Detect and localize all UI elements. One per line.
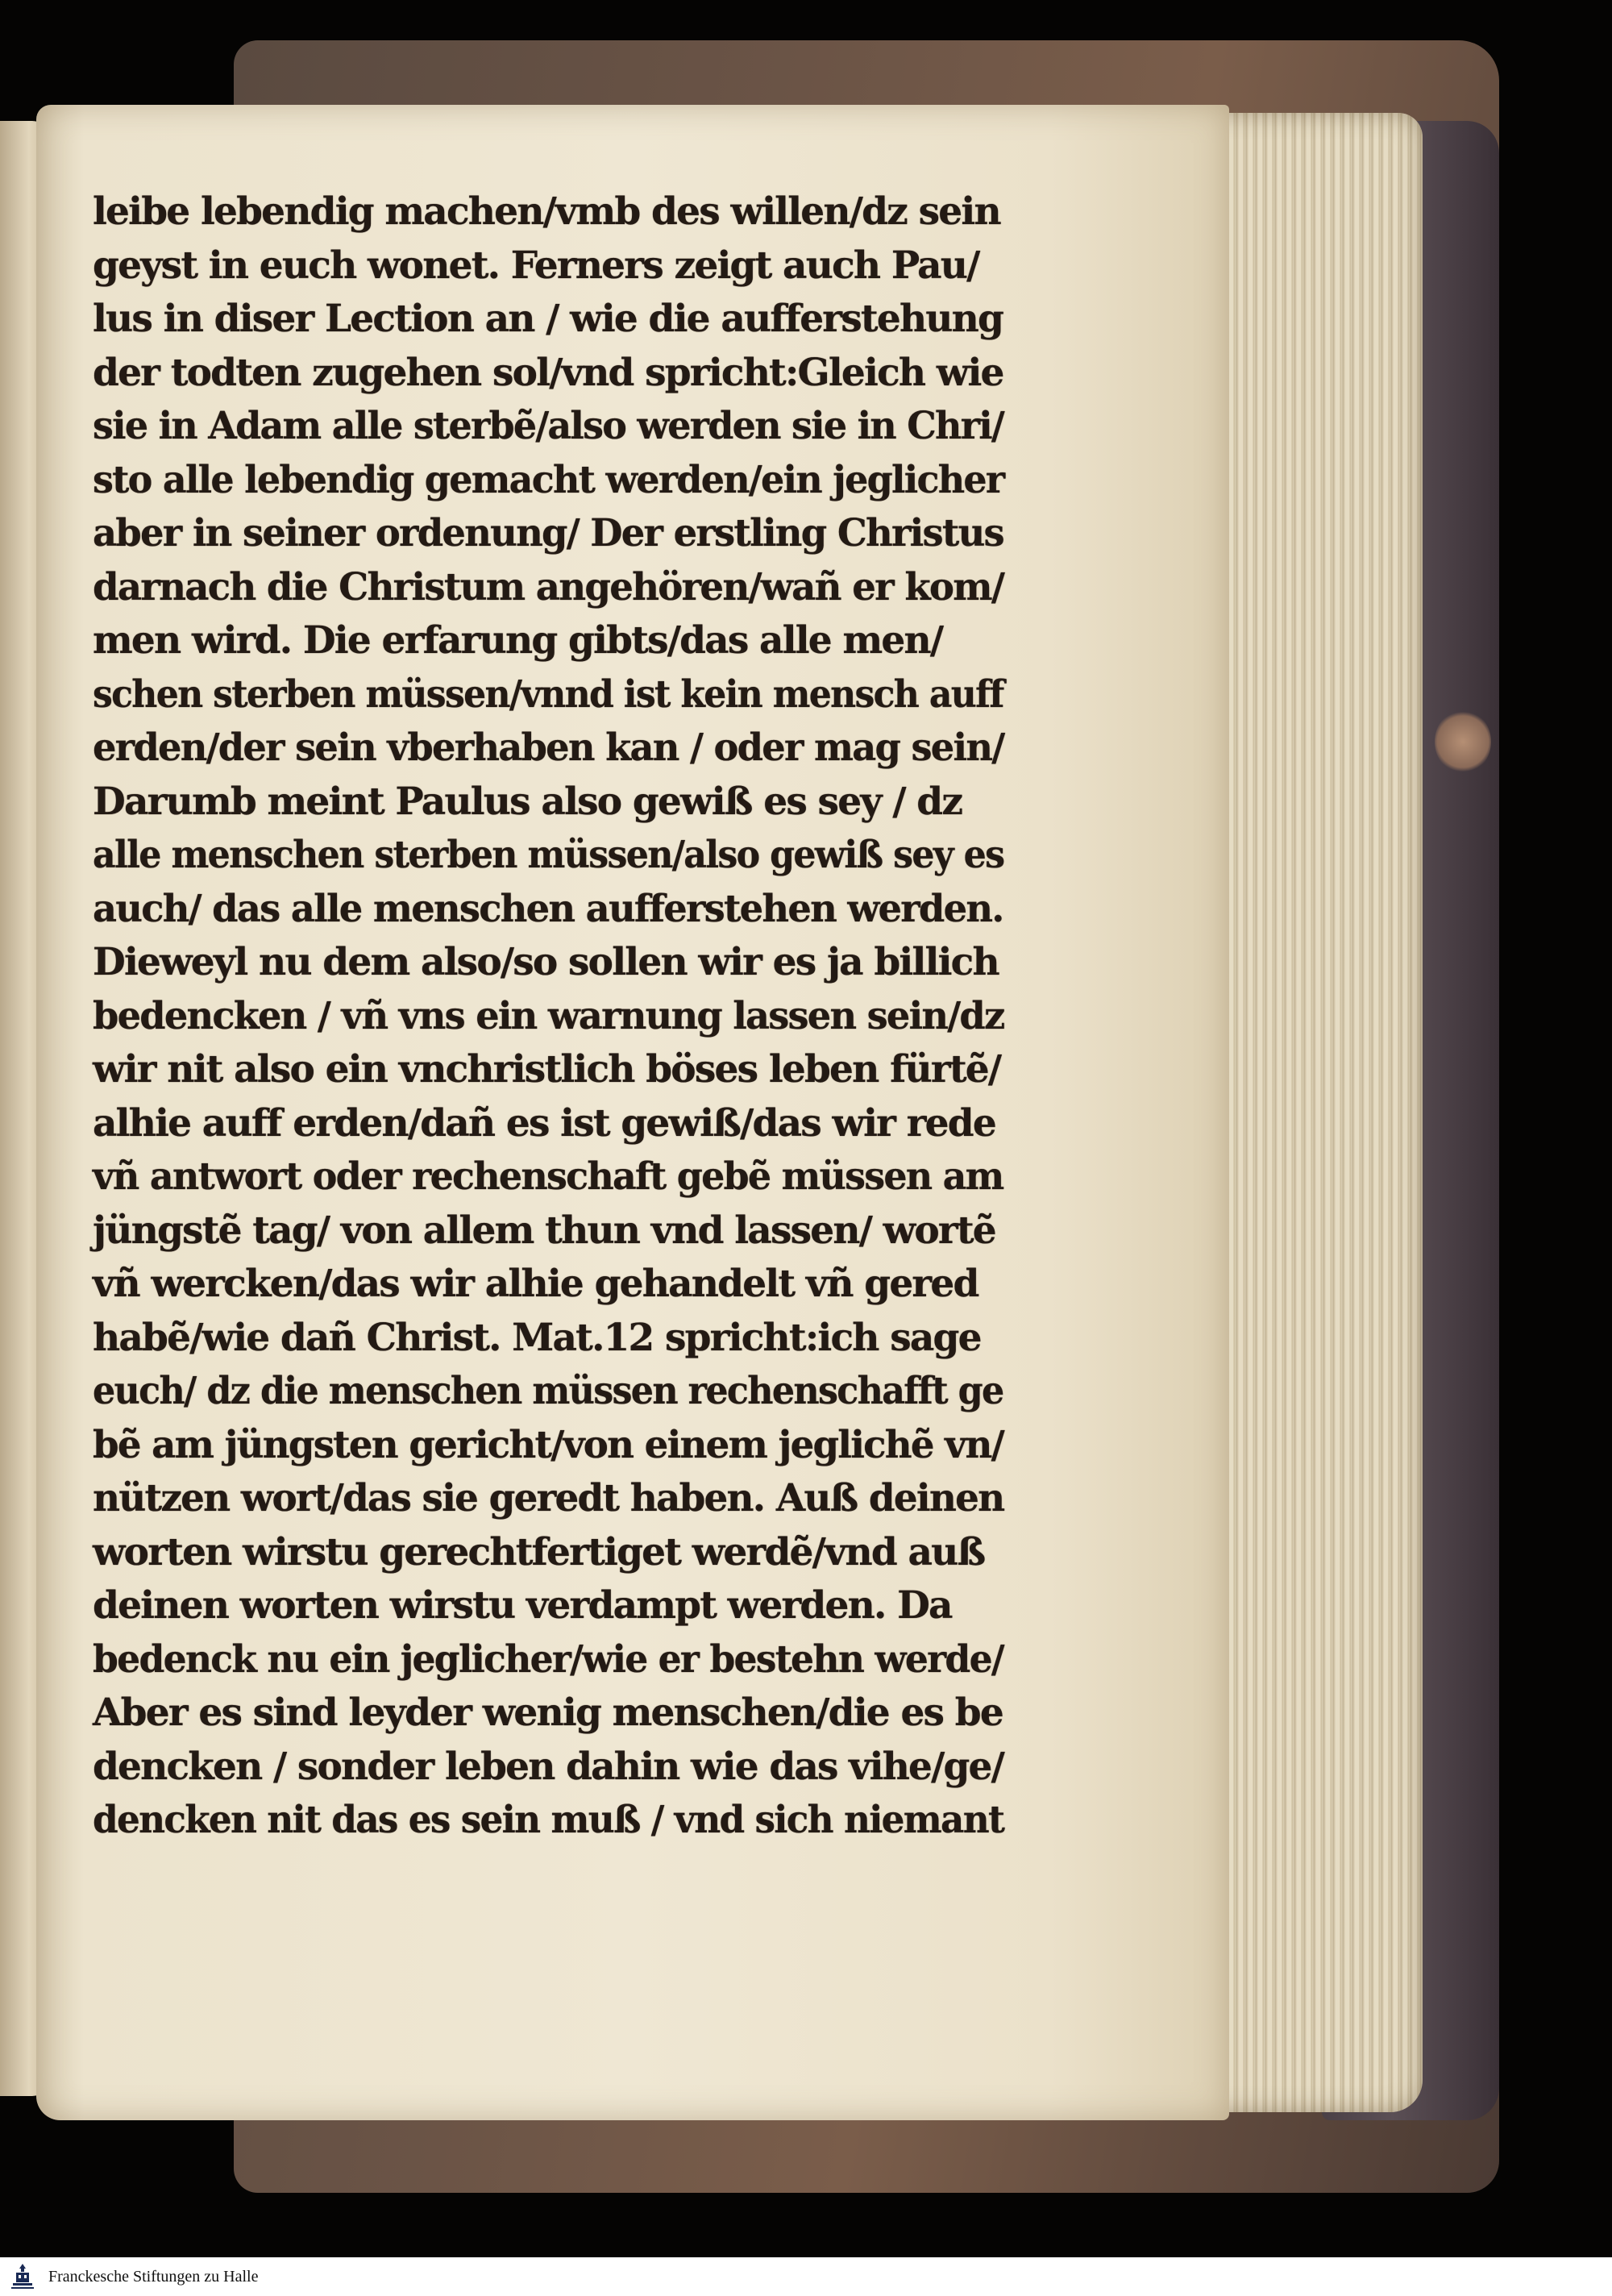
text-line: leibe lebendig machen/vmb des willen/dz sein bbox=[93, 189, 1000, 234]
text-line: habẽ/wie dañ Christ. Mat.12 spricht:ich sage bbox=[93, 1315, 981, 1360]
text-line: euch/ dz die menschen müssen rechenschafft ge bbox=[93, 1369, 1003, 1413]
text-line: geyst in euch wonet. Ferners zeigt auch Pau/ bbox=[93, 243, 979, 288]
text-line: vñ antwort oder rechenschaft gebẽ müssen am bbox=[93, 1154, 1003, 1199]
franckesche-stiftungen-logo-icon bbox=[6, 2261, 39, 2293]
text-line: deinen worten wirstu verdampt werden. Da bbox=[93, 1583, 952, 1628]
text-line: nützen wort/das sie geredt haben. Auß deinen bbox=[93, 1476, 1004, 1520]
text-line: jüngstẽ tag/ von allem thun vnd lassen/ wortẽ bbox=[93, 1208, 995, 1253]
text-line: auch/ das alle menschen aufferstehen werden. bbox=[93, 886, 1003, 931]
page-text-block bbox=[93, 185, 1003, 1886]
text-line: worten wirstu gerechtfertiget werdẽ/vnd auß bbox=[93, 1529, 985, 1574]
text-line: dencken nit das es sein muß / vnd sich niemant bbox=[93, 1798, 1004, 1842]
text-line: schen sterben müssen/vnnd ist kein mensch auff bbox=[93, 672, 1003, 717]
text-line: erden/der sein vberhaben kan / oder mag sein/ bbox=[93, 726, 1004, 770]
text-line: vñ wercken/das wir alhie gehandelt vñ gered bbox=[93, 1262, 978, 1306]
text-line: sie in Adam alle sterbẽ/also werden sie in Chri/ bbox=[93, 404, 1003, 448]
text-line: bẽ am jüngsten gericht/von einem jeglichẽ vn/ bbox=[93, 1422, 1003, 1467]
text-line: alhie auff erden/dañ es ist gewiß/das wir rede bbox=[93, 1100, 995, 1146]
text-line: bedencken / vñ vns ein warnung lassen sein/dz bbox=[93, 993, 1004, 1038]
text-line: der todten zugehen sol/vnd spricht:Gleich wie bbox=[93, 350, 1003, 395]
footer-bar bbox=[0, 2257, 1612, 2296]
text-line: alle menschen sterben müssen/also gewiß sey es bbox=[93, 833, 1004, 877]
text-line: wir nit also ein vnchristlich böses leben fürtẽ/ bbox=[93, 1047, 1001, 1092]
text-line: dencken / sonder leben dahin wie das vihe/ge/ bbox=[93, 1744, 1003, 1789]
text-line: Aber es sind leyder wenig menschen/die es be bbox=[93, 1691, 1003, 1735]
text-line: Darumb meint Paulus also gewiß es sey / dz bbox=[93, 779, 962, 824]
text-line: darnach die Christum angehören/wañ er kom/ bbox=[93, 564, 1004, 609]
cover-stain bbox=[1435, 709, 1491, 774]
footer-label: Franckesche Stiftungen zu Halle bbox=[48, 2268, 259, 2286]
text-line: men wird. Die erfarung gibts/das alle men/ bbox=[93, 618, 943, 663]
text-line: sto alle lebendig gemacht werden/ein jeglicher bbox=[93, 457, 1004, 502]
text-line: Dieweyl nu dem also/so sollen wir es ja billich bbox=[93, 940, 999, 984]
text-line: aber in seiner ordenung/ Der erstling Christus bbox=[93, 511, 1003, 555]
text-line: bedenck nu ein jeglicher/wie er bestehn werde/ bbox=[93, 1637, 1003, 1682]
text-line: lus in diser Lection an / wie die aufferstehung bbox=[93, 297, 1003, 341]
